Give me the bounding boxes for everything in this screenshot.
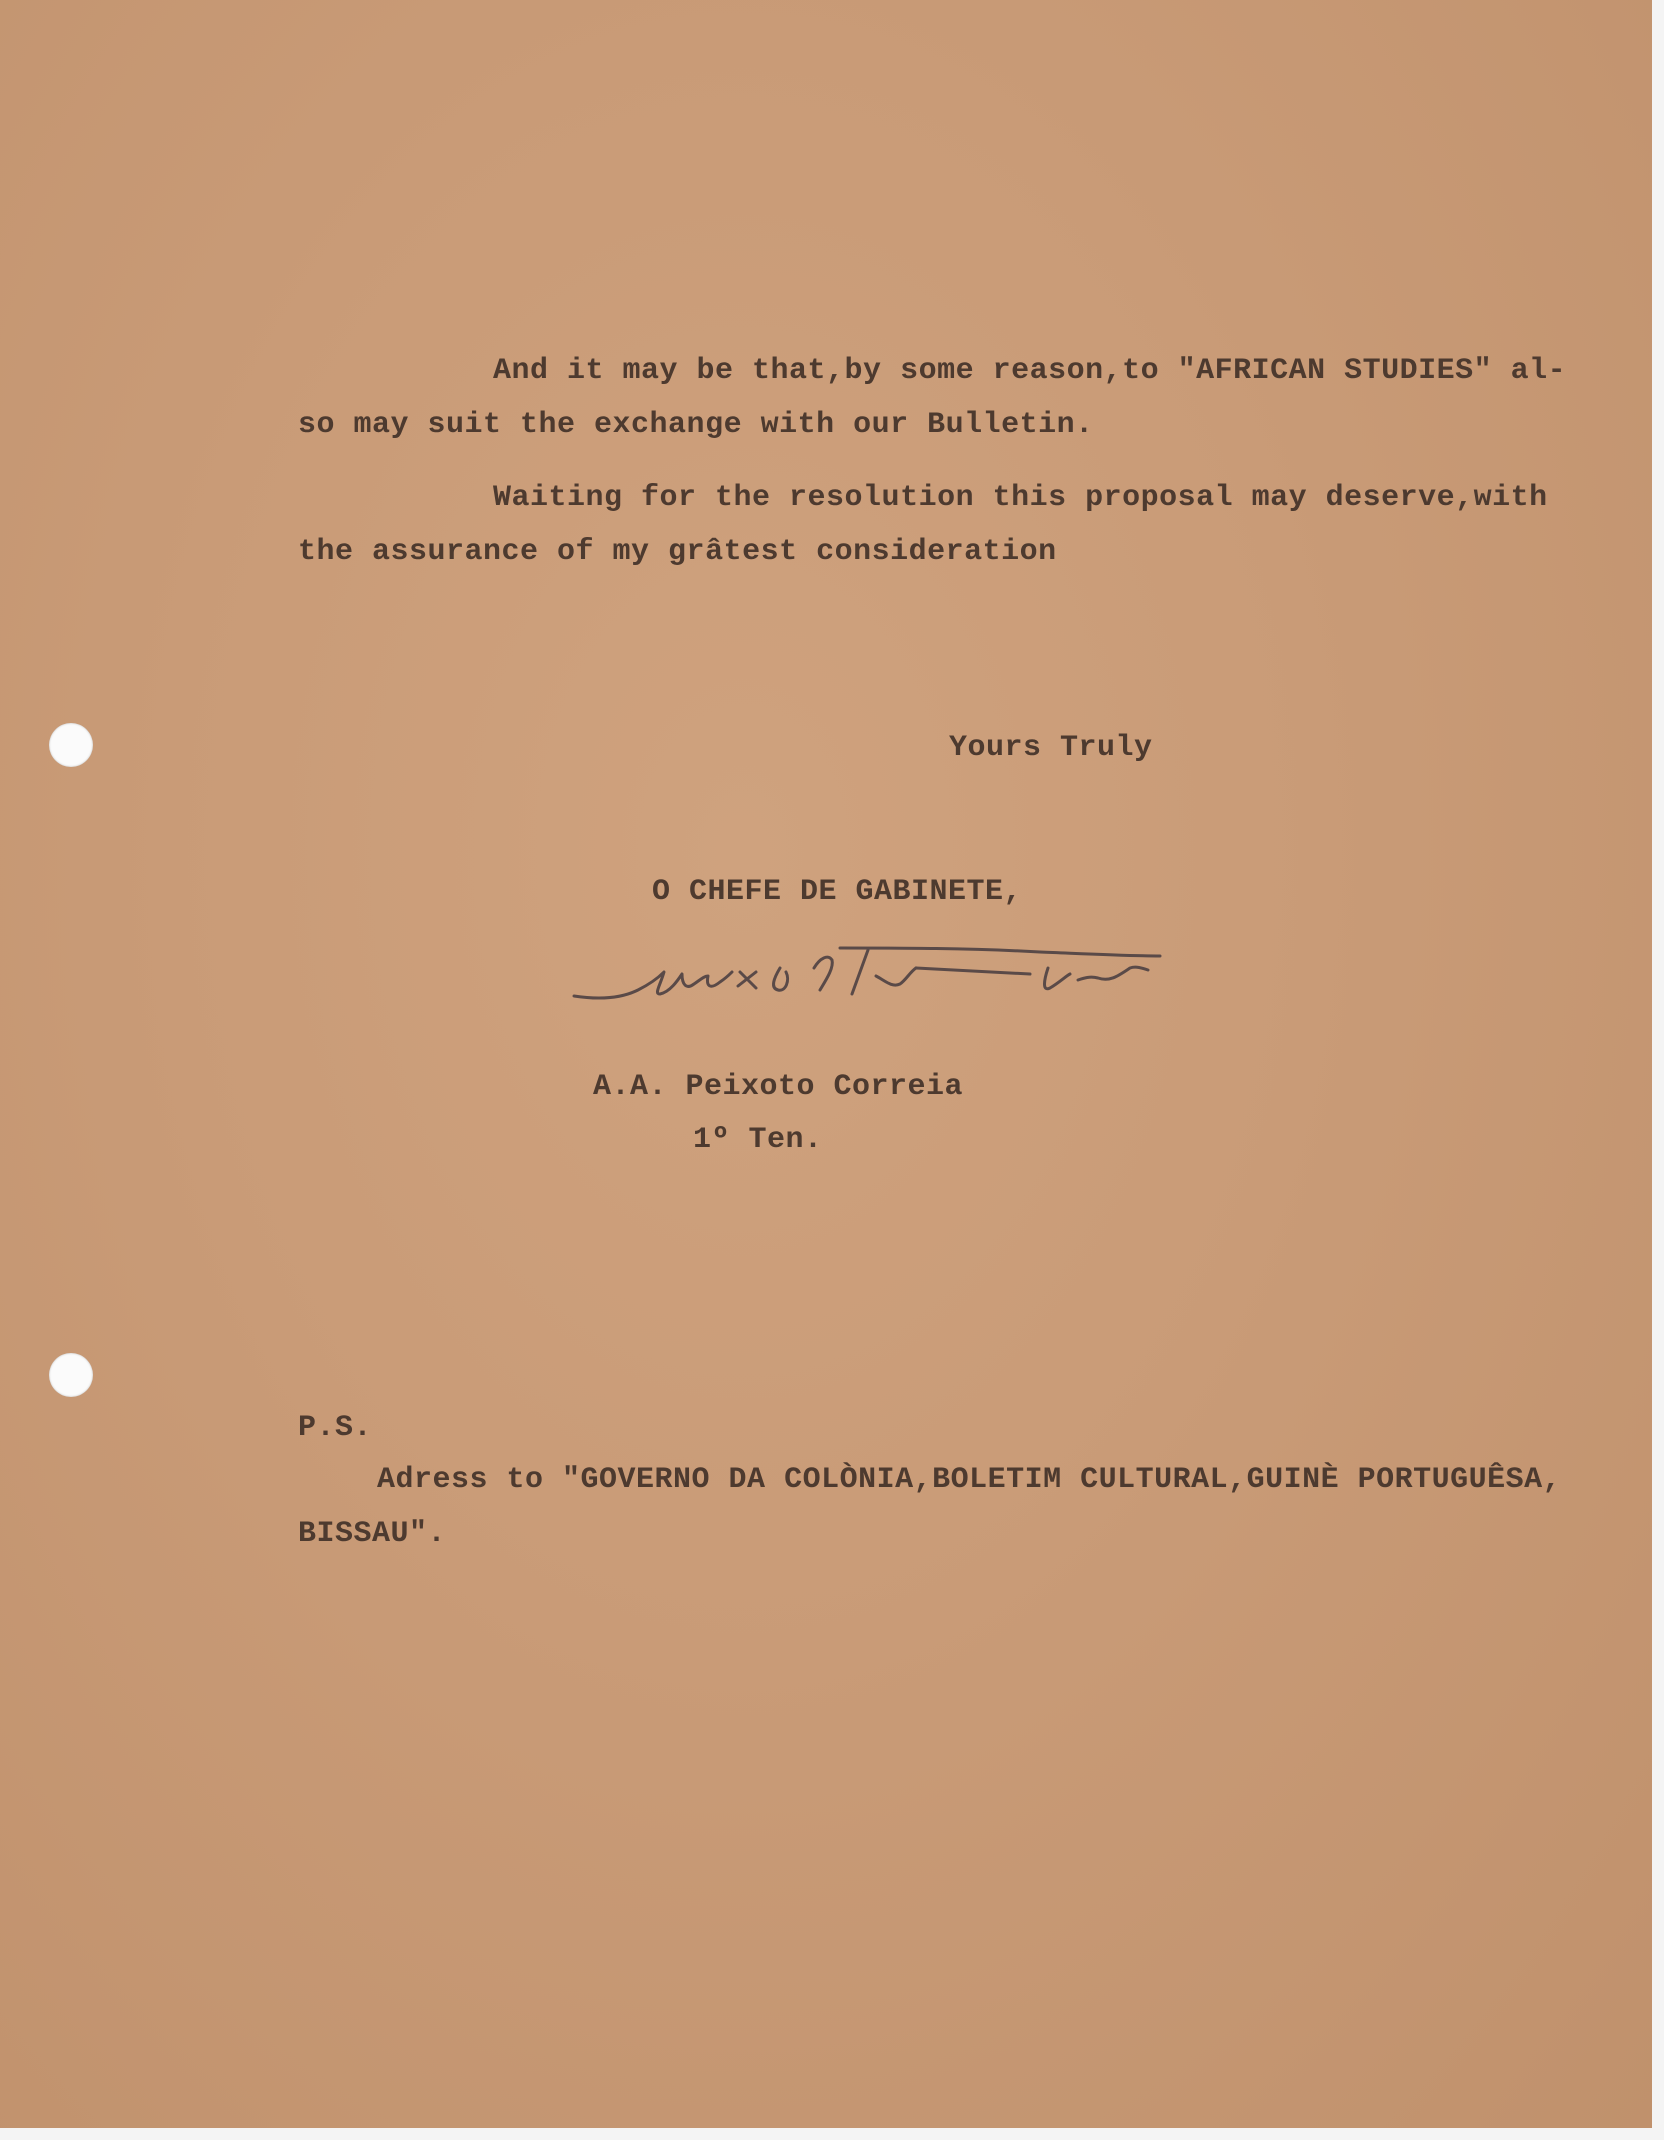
handwritten-signature bbox=[570, 928, 1250, 1018]
postscript-label: P.S. bbox=[298, 1411, 373, 1445]
paragraph1-line2: so may suit the exchange with our Bulletin. bbox=[298, 408, 1094, 442]
closing-text: Yours Truly bbox=[949, 731, 1153, 765]
paragraph2-line2: the assurance of my grâtest consideration bbox=[298, 535, 1057, 569]
signatory-name: A.A. Peixoto Correia bbox=[593, 1070, 964, 1104]
postscript-line1: Adress to "GOVERNO DA COLÒNIA,BOLETIM CULTURAL,GUINÈ PORTUGUÊSA, bbox=[377, 1463, 1562, 1497]
scan-edge-right bbox=[1652, 0, 1664, 2140]
signature-title: O CHEFE DE GABINETE, bbox=[652, 875, 1023, 909]
paragraph1-line1: And it may be that,by some reason,to "AFRICAN STUDIES" al- bbox=[493, 354, 1567, 388]
paragraph2-line1: Waiting for the resolution this proposal may deserve,with bbox=[493, 481, 1548, 515]
postscript-line2: BISSAU". bbox=[298, 1517, 447, 1551]
punch-hole-top bbox=[49, 723, 93, 767]
punch-hole-bottom bbox=[49, 1353, 93, 1397]
scan-edge-bottom bbox=[0, 2128, 1664, 2140]
signatory-rank: 1º Ten. bbox=[693, 1123, 823, 1157]
